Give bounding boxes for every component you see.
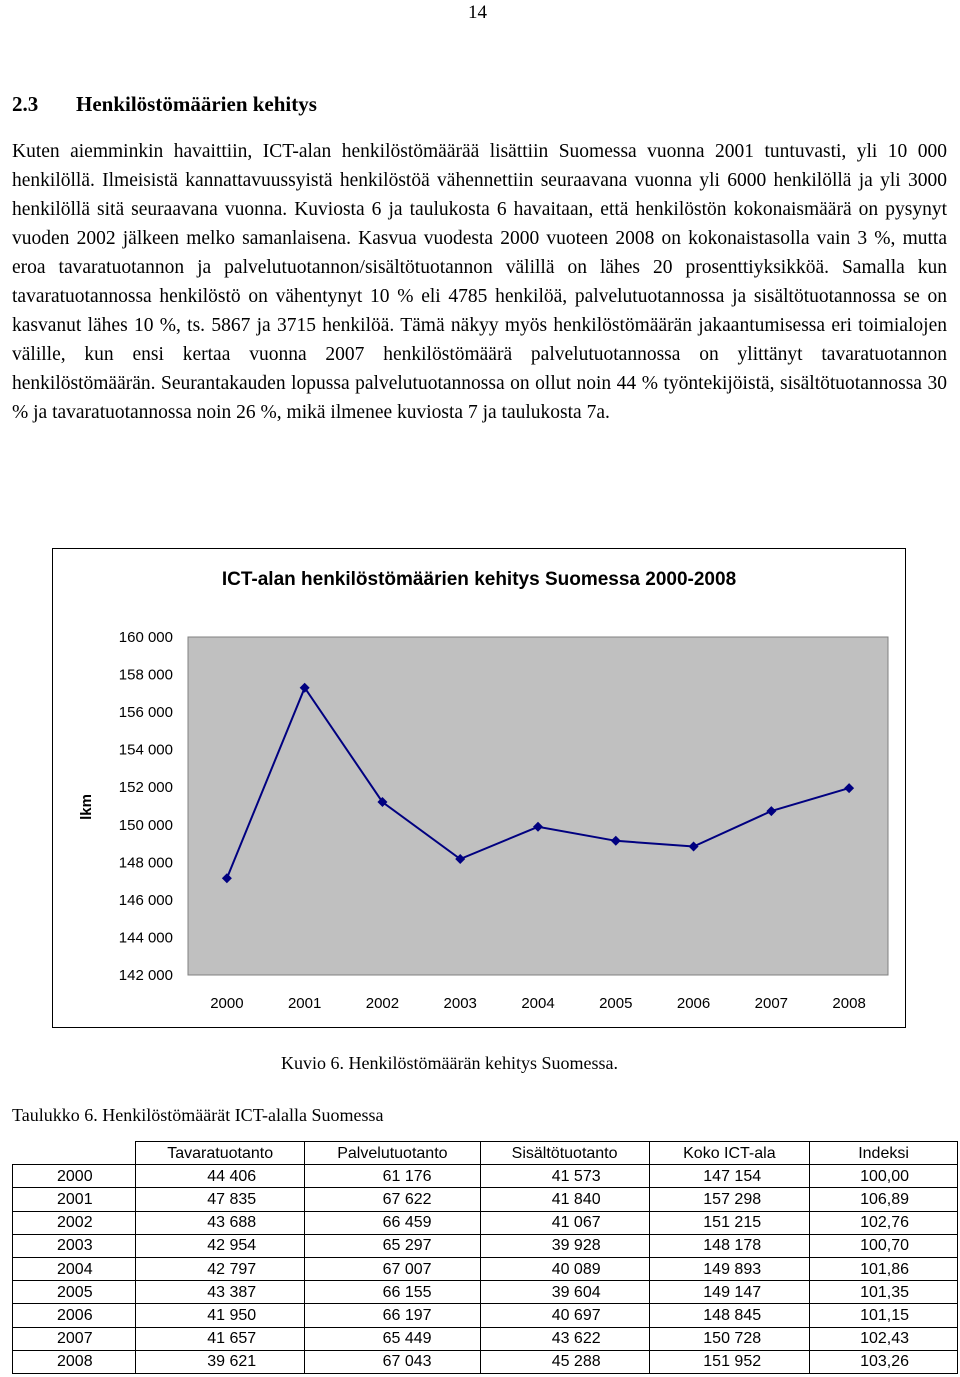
table-row — [13, 1257, 958, 1280]
x-tick-label: 2007 — [754, 995, 789, 1012]
y-tick-label: 150 000 — [118, 816, 173, 834]
table-caption: Taulukko 6. Henkilöstömäärät ICT-alalla Suomessa — [12, 1105, 384, 1125]
table-cell-year: 2005 — [13, 1281, 136, 1304]
table-cell: 157 298 — [649, 1188, 810, 1211]
table-cell: 100,00 — [810, 1165, 958, 1188]
table-cell: 151 952 — [649, 1350, 810, 1373]
y-tick-label: 158 000 — [118, 666, 173, 684]
x-tick-label: 2002 — [365, 995, 400, 1012]
table-cell: 40 089 — [480, 1257, 649, 1280]
table-cell: 66 197 — [305, 1304, 480, 1327]
table-cell: 39 621 — [136, 1350, 305, 1373]
table-cell: 67 043 — [305, 1350, 480, 1373]
table-cell-year: 2004 — [13, 1257, 136, 1280]
table-cell-year: 2002 — [13, 1211, 136, 1234]
table-row — [13, 1165, 958, 1188]
plot-area — [188, 637, 888, 975]
table-cell: 100,70 — [810, 1234, 958, 1257]
table-cell: 65 297 — [305, 1234, 480, 1257]
table-cell: 41 950 — [136, 1304, 305, 1327]
table-header-row — [13, 1142, 958, 1165]
table-cell: 61 176 — [305, 1165, 480, 1188]
header-cell: Sisältötuotanto — [480, 1142, 649, 1165]
x-tick-label: 2006 — [676, 995, 711, 1012]
body-paragraph: Kuten aiemminkin havaittiin, ICT-alan henkilöstömäärää lisättiin Suomessa vuonna 2001 tuntuvasti, yli 10 000 henkilöllä. Ilmeisistä kannattavuussyistä henkilöstöä vähennettiin seuraavana vuonna yli 6000 henkilöllä ja yli 3000 henkilöllä sitä seuraavana vuonna. Kuviosta 6 ja taulukosta 6 havaitaan, että henkilöstön kokonaismäärä on pysynyt vuoden 2002 jälkeen melko samanlaisena. Kasvua vuodesta 2000 vuoteen 2008 on kokonaistasolla vain 3 %, mutta eroa tavaratuotannon ja palvelutuotannon/sisältötuotannon välillä on lähes 20 prosenttiyksikköä. Samalla kun tavaratuotannossa henkilöstö on vähentynyt 10 % eli 4785 henkilöä, palvelutuotannossa ja sisältötuotannossa se on kasvanut lähes 10 %, ts. 5867 ja 3715 henkilöä. Tämä näkyy myös henkilöstömäärän jakaantumisessa eri toimialojen välille, kun ensi kertaa vuonna 2007 henkilöstömäärä palvelutuotannossa on ylittänyt tavaratuotannon henkilöstömäärän. Seurantakauden lopussa palvelutuotannossa on ollut noin 44 % työntekijöistä, sisältötuotannossa 30 % ja tavaratuotannossa noin 26 %, mikä ilmenee kuviosta 7 ja taulukosta 7a. — [12, 141, 947, 423]
x-tick-label: 2008 — [832, 995, 866, 1012]
table-cell: 66 155 — [305, 1281, 480, 1304]
table-row — [13, 1327, 958, 1350]
y-tick-label: 144 000 — [118, 929, 173, 947]
table-row — [13, 1211, 958, 1234]
table-cell: 45 288 — [480, 1350, 649, 1373]
chart-title: ICT-alan henkilöstömäärien kehitys Suomessa 2000-2008 — [221, 569, 737, 590]
y-tick-label: 156 000 — [118, 704, 173, 722]
table-cell: 39 928 — [480, 1234, 649, 1257]
table-cell: 41 573 — [480, 1165, 649, 1188]
table-cell-year: 2006 — [13, 1304, 136, 1327]
table-cell-year: 2003 — [13, 1234, 136, 1257]
table-cell: 101,15 — [810, 1304, 958, 1327]
x-tick-label: 2000 — [210, 995, 244, 1012]
y-tick-label: 152 000 — [118, 779, 173, 797]
table-cell-year: 2007 — [13, 1327, 136, 1350]
x-tick-label: 2003 — [443, 995, 477, 1012]
table-cell: 43 387 — [136, 1281, 305, 1304]
table-cell: 40 697 — [480, 1304, 649, 1327]
table-cell: 41 657 — [136, 1327, 305, 1350]
header-cell: Koko ICT-ala — [649, 1142, 810, 1165]
header-cell: Palvelutuotanto — [305, 1142, 480, 1165]
table-cell: 43 622 — [480, 1327, 649, 1350]
table-cell-year: 2000 — [13, 1165, 136, 1188]
table-cell-year: 2008 — [13, 1350, 136, 1373]
table-row — [13, 1350, 958, 1373]
table-row — [13, 1304, 958, 1327]
table-cell: 101,35 — [810, 1281, 958, 1304]
table-row — [13, 1234, 958, 1257]
y-tick-label: 142 000 — [118, 967, 173, 984]
table-cell: 67 007 — [305, 1257, 480, 1280]
table-cell: 67 622 — [305, 1188, 480, 1211]
table-cell: 147 154 — [649, 1165, 810, 1188]
table-cell: 148 845 — [649, 1304, 810, 1327]
x-tick-label: 2004 — [521, 995, 555, 1012]
x-tick-label: 2001 — [287, 995, 322, 1012]
y-tick-labels — [119, 629, 173, 984]
y-tick-label: 148 000 — [118, 854, 173, 872]
table-cell: 150 728 — [649, 1327, 810, 1350]
line-chart — [52, 548, 906, 1028]
table-cell: 43 688 — [136, 1211, 305, 1234]
table-cell: 47 835 — [136, 1188, 305, 1211]
table-cell: 149 893 — [649, 1257, 810, 1280]
y-tick-label: 160 000 — [118, 629, 173, 646]
table-cell: 101,86 — [810, 1257, 958, 1280]
table-row — [13, 1188, 958, 1211]
table-cell: 148 178 — [649, 1234, 810, 1257]
figure-caption: Kuvio 6. Henkilöstömäärän kehitys Suomessa. — [281, 1053, 618, 1073]
x-tick-label: 2005 — [599, 995, 633, 1012]
table-cell: 66 459 — [305, 1211, 480, 1234]
section-number: 2.3 — [12, 92, 39, 116]
y-tick-label: 154 000 — [118, 741, 173, 759]
table-cell: 106,89 — [810, 1188, 958, 1211]
data-table — [12, 1141, 958, 1374]
table-cell: 39 604 — [480, 1281, 649, 1304]
table-row — [13, 1281, 958, 1304]
table-cell: 149 147 — [649, 1281, 810, 1304]
table-body — [13, 1165, 958, 1374]
table-cell: 102,76 — [810, 1211, 958, 1234]
section-heading — [12, 92, 317, 117]
table-cell: 102,43 — [810, 1327, 958, 1350]
table-cell: 151 215 — [649, 1211, 810, 1234]
table-cell: 42 797 — [136, 1257, 305, 1280]
header-cell-blank — [13, 1142, 136, 1165]
y-axis-label: lkm — [78, 794, 95, 820]
table-cell: 44 406 — [136, 1165, 305, 1188]
chart-svg — [53, 549, 905, 1027]
table-cell: 41 840 — [480, 1188, 649, 1211]
section-title: Henkilöstömäärien kehitys — [76, 92, 317, 116]
x-tick-labels — [210, 995, 866, 1012]
page-number: 14 — [468, 2, 487, 23]
table-cell: 41 067 — [480, 1211, 649, 1234]
table-cell: 42 954 — [136, 1234, 305, 1257]
table-cell: 103,26 — [810, 1350, 958, 1373]
header-cell: Indeksi — [810, 1142, 958, 1165]
table-cell-year: 2001 — [13, 1188, 136, 1211]
table-cell: 65 449 — [305, 1327, 480, 1350]
header-cell: Tavaratuotanto — [136, 1142, 305, 1165]
y-tick-label: 146 000 — [118, 891, 173, 909]
